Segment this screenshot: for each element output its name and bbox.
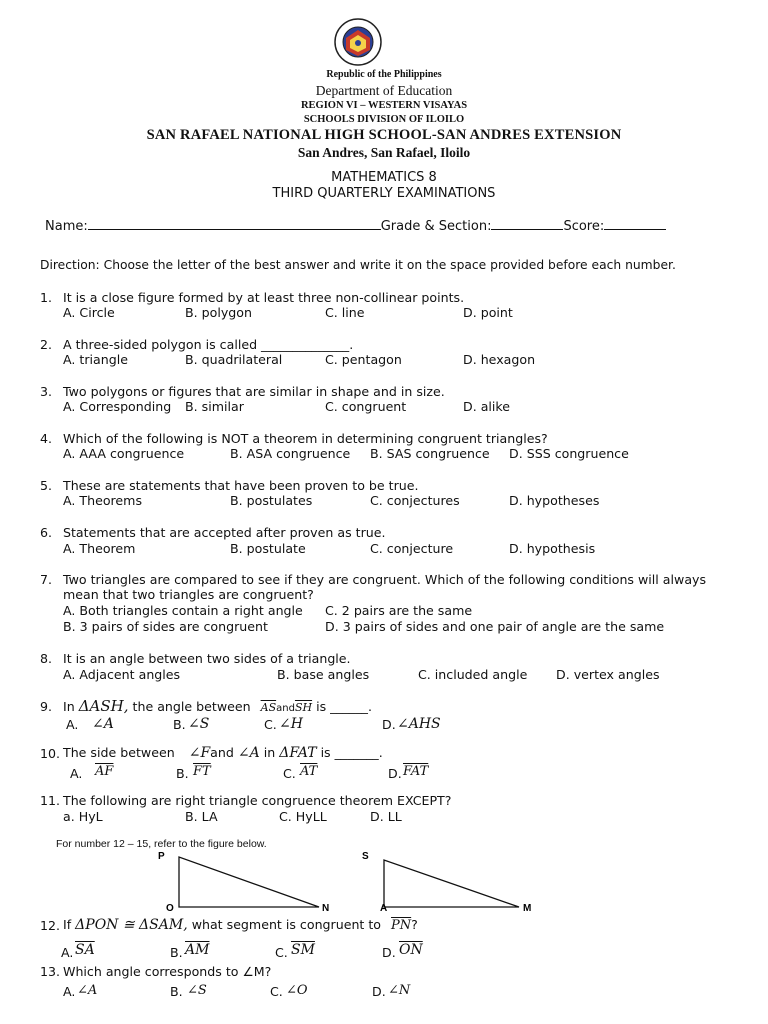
- q9-choice-b-letter: B.: [173, 717, 186, 732]
- q3-choice-c: C. congruent: [325, 399, 407, 414]
- vertex-label-n: N: [322, 903, 330, 914]
- q7-choice-b: B. 3 pairs of sides are congruent: [63, 619, 268, 634]
- vertex-label-a: A: [380, 903, 388, 914]
- q11-number: 11.: [40, 793, 61, 808]
- vertex-label-m: M: [523, 903, 532, 914]
- q11-choice-a: a. HyL: [63, 809, 103, 824]
- q6-text: Statements that are accepted after proven as true.: [63, 525, 386, 540]
- q13-choice-a-value: ∠A: [77, 983, 98, 998]
- q11-choice-d: D. LL: [370, 809, 402, 824]
- q1-choice-b: B. polygon: [185, 305, 252, 320]
- q4-choice-b: B. ASA congruence: [230, 446, 351, 461]
- grade-label: Grade & Section:: [380, 219, 492, 234]
- q11-choice-c: C. HyLL: [279, 809, 327, 824]
- q3-choice-a: A. Corresponding: [63, 399, 172, 414]
- q6-choice-c: C. conjecture: [370, 541, 454, 556]
- vertex-label-p: P: [158, 851, 165, 862]
- q10-triangle: ΔFAT: [279, 745, 317, 761]
- q9-number: 9.: [40, 699, 53, 714]
- q13-choice-b-letter: B.: [170, 984, 183, 999]
- q8-choice-c: C. included angle: [418, 667, 528, 682]
- q8-choice-b: B. base angles: [277, 667, 370, 682]
- q10-choice-c-value: $\overline{AT}$: [300, 764, 318, 779]
- vertex-label-s: S: [362, 851, 369, 862]
- q10-choice-b-letter: B.: [176, 766, 189, 781]
- q9-text-between: the angle between: [132, 699, 251, 714]
- division-line: SCHOOLS DIVISION OF ILOILO: [303, 114, 465, 125]
- name-label: Name:: [45, 219, 88, 234]
- q9-and: and: [276, 703, 295, 714]
- q6-choice-d: D. hypothesis: [509, 541, 596, 556]
- q12-choice-a-letter: A.: [61, 945, 74, 960]
- q7-text-line2: mean that two triangles are congruent?: [63, 587, 314, 602]
- q11-text: The following are right triangle congruence theorem EXCEPT?: [63, 793, 452, 808]
- q7-choice-d: D. 3 pairs of sides and one pair of angle are the same: [325, 619, 665, 634]
- q4-choice-c: B. SAS congruence: [370, 446, 490, 461]
- triangle-sam: [384, 860, 519, 907]
- q12-choice-d-letter: D.: [382, 945, 396, 960]
- q13-text: Which angle corresponds to ∠M?: [63, 964, 272, 979]
- republic-line: Republic of the Philippines: [326, 69, 442, 80]
- school-name: SAN RAFAEL NATIONAL HIGH SCHOOL-SAN ANDRES EXTENSION: [146, 127, 622, 143]
- q13-choice-c-letter: C.: [270, 984, 283, 999]
- q1-text: It is a close figure formed by at least three non-collinear points.: [63, 290, 465, 305]
- q9-choice-d-letter: D.: [382, 717, 396, 732]
- q10-choice-d-letter: D.: [388, 766, 402, 781]
- q10-text-between: The side between: [63, 745, 175, 760]
- q4-choice-d: D. SSS congruence: [509, 446, 629, 461]
- grade-line[interactable]: [491, 229, 563, 230]
- q4-choice-a: A. AAA congruence: [63, 446, 185, 461]
- q9-choice-a-value: ∠A: [92, 716, 114, 732]
- q12-choice-c-value: $\overline{SM}$: [291, 942, 315, 958]
- q10-number: 10.: [40, 746, 61, 761]
- q10-angle-f: ∠F: [188, 745, 211, 761]
- school-address: San Andres, San Rafael, Iloilo: [297, 145, 471, 160]
- score-label: Score:: [563, 219, 605, 234]
- department-line: Department of Education: [315, 83, 453, 98]
- q10-choice-a-letter: A.: [70, 766, 83, 781]
- q8-text: It is an angle between two sides of a triangle.: [63, 651, 351, 666]
- q9-seg-as: $\overline{AS}$: [260, 701, 277, 714]
- q12-text-if: If: [63, 917, 72, 932]
- q8-number: 8.: [40, 651, 53, 666]
- q13-choice-c-value: ∠O: [286, 983, 308, 998]
- q1-choice-a: A. Circle: [63, 305, 115, 320]
- q5-choice-c: C. conjectures: [370, 493, 460, 508]
- q4-text: Which of the following is NOT a theorem in determining congruent triangles?: [63, 431, 548, 446]
- q12-question-mark: ?: [411, 917, 418, 932]
- q7-choice-c: C. 2 pairs are the same: [325, 603, 473, 618]
- name-line[interactable]: [88, 229, 381, 230]
- vertex-label-o: O: [166, 903, 174, 914]
- q13-number: 13.: [40, 964, 61, 979]
- subject-title: MATHEMATICS 8: [331, 170, 437, 185]
- q12-text-what: what segment is congruent to: [191, 917, 382, 932]
- q12-choice-d-value: $\overline{ON}$: [399, 942, 423, 958]
- q7-text: Two triangles are compared to see if they are congruent. Which of the following conditions will always: [63, 572, 707, 587]
- q11-choice-b: B. LA: [185, 809, 218, 824]
- q2-choice-d: D. hexagon: [463, 352, 536, 367]
- q13-choice-b-value: ∠S: [187, 983, 207, 998]
- q12-number: 12.: [40, 918, 61, 933]
- q3-number: 3.: [40, 384, 53, 399]
- q12-stem: [63, 917, 418, 933]
- q12-choice-b-letter: B.: [170, 945, 183, 960]
- direction-text: Direction: Choose the letter of the best answer and write it on the space provided before each number.: [40, 258, 676, 272]
- q12-choice-b-value: $\overline{AM}$: [185, 942, 210, 958]
- q12-congruence: ΔPON ≅ ΔSAM,: [75, 917, 188, 933]
- q13-choice-d-value: ∠N: [388, 983, 411, 998]
- q12-seg-pn: $\overline{PN}$: [391, 918, 412, 933]
- q12-choice-a-value: $\overline{SA}$: [75, 942, 95, 958]
- q10-and: and: [210, 745, 234, 760]
- q13-choice-d-letter: D.: [372, 984, 386, 999]
- triangle-figure: [150, 848, 550, 918]
- figure-caption: For number 12 – 15, refer to the figure below.: [56, 838, 267, 850]
- q2-text: A three-sided polygon is called ______________.: [63, 337, 354, 352]
- q10-stem: [63, 745, 383, 761]
- q9-text-is: is ______.: [316, 699, 372, 714]
- q5-number: 5.: [40, 478, 53, 493]
- q3-text: Two polygons or figures that are similar in shape and in size.: [63, 384, 445, 399]
- q5-choice-d: D. hypotheses: [509, 493, 600, 508]
- q8-choice-d: D. vertex angles: [556, 667, 660, 682]
- q1-choice-d: D. point: [463, 305, 513, 320]
- q10-angle-a: ∠A: [237, 745, 260, 761]
- exam-title: THIRD QUARTERLY EXAMINATIONS: [272, 186, 496, 201]
- q8-choice-a: A. Adjacent angles: [63, 667, 181, 682]
- q1-number: 1.: [40, 290, 53, 305]
- q4-number: 4.: [40, 431, 53, 446]
- q5-choice-a: A. Theorems: [63, 493, 143, 508]
- q10-in: in: [263, 745, 276, 760]
- q12-choice-c-letter: C.: [275, 945, 288, 960]
- q3-choice-d: D. alike: [463, 399, 511, 414]
- q10-choice-a-value: $\overline{AF}$: [95, 764, 114, 779]
- score-line[interactable]: [604, 229, 666, 230]
- q6-number: 6.: [40, 525, 53, 540]
- q9-choice-c-letter: C.: [264, 717, 277, 732]
- q9-seg-sh: $\overline{SH}$: [294, 701, 313, 714]
- q7-number: 7.: [40, 572, 53, 587]
- q9-choice-d-value: ∠AHS: [397, 716, 441, 732]
- q13-choice-a-letter: A.: [63, 984, 76, 999]
- q9-choice-a-letter: A.: [66, 717, 79, 732]
- q5-choice-b: B. postulates: [230, 493, 313, 508]
- name-field-row: [45, 219, 666, 234]
- q6-choice-b: B. postulate: [230, 541, 306, 556]
- q10-choice-d-value: $\overline{FAT}$: [403, 764, 429, 779]
- q9-triangle: ΔASH,: [78, 697, 129, 715]
- region-line: REGION VI – WESTERN VISAYAS: [300, 100, 468, 111]
- q2-number: 2.: [40, 337, 53, 352]
- q9-stem: [63, 697, 372, 715]
- q7-choice-a: A. Both triangles contain a right angle: [63, 603, 303, 618]
- triangle-pon: [179, 857, 319, 907]
- q9-choice-b-value: ∠S: [188, 716, 210, 732]
- q2-choice-a: A. triangle: [63, 352, 128, 367]
- deped-seal: [324, 18, 392, 66]
- q9-text-in: In: [63, 699, 75, 714]
- q2-choice-c: C. pentagon: [325, 352, 402, 367]
- q2-choice-b: B. quadrilateral: [185, 352, 283, 367]
- q10-choice-c-letter: C.: [283, 766, 296, 781]
- q6-choice-a: A. Theorem: [63, 541, 136, 556]
- q10-choice-b-value: $\overline{FT}$: [193, 764, 211, 779]
- q5-text: These are statements that have been proven to be true.: [63, 478, 419, 493]
- q3-choice-b: B. similar: [185, 399, 244, 414]
- q1-choice-c: C. line: [325, 305, 365, 320]
- q9-choice-c-value: ∠H: [279, 716, 303, 732]
- q10-text-is: is _______.: [320, 745, 383, 760]
